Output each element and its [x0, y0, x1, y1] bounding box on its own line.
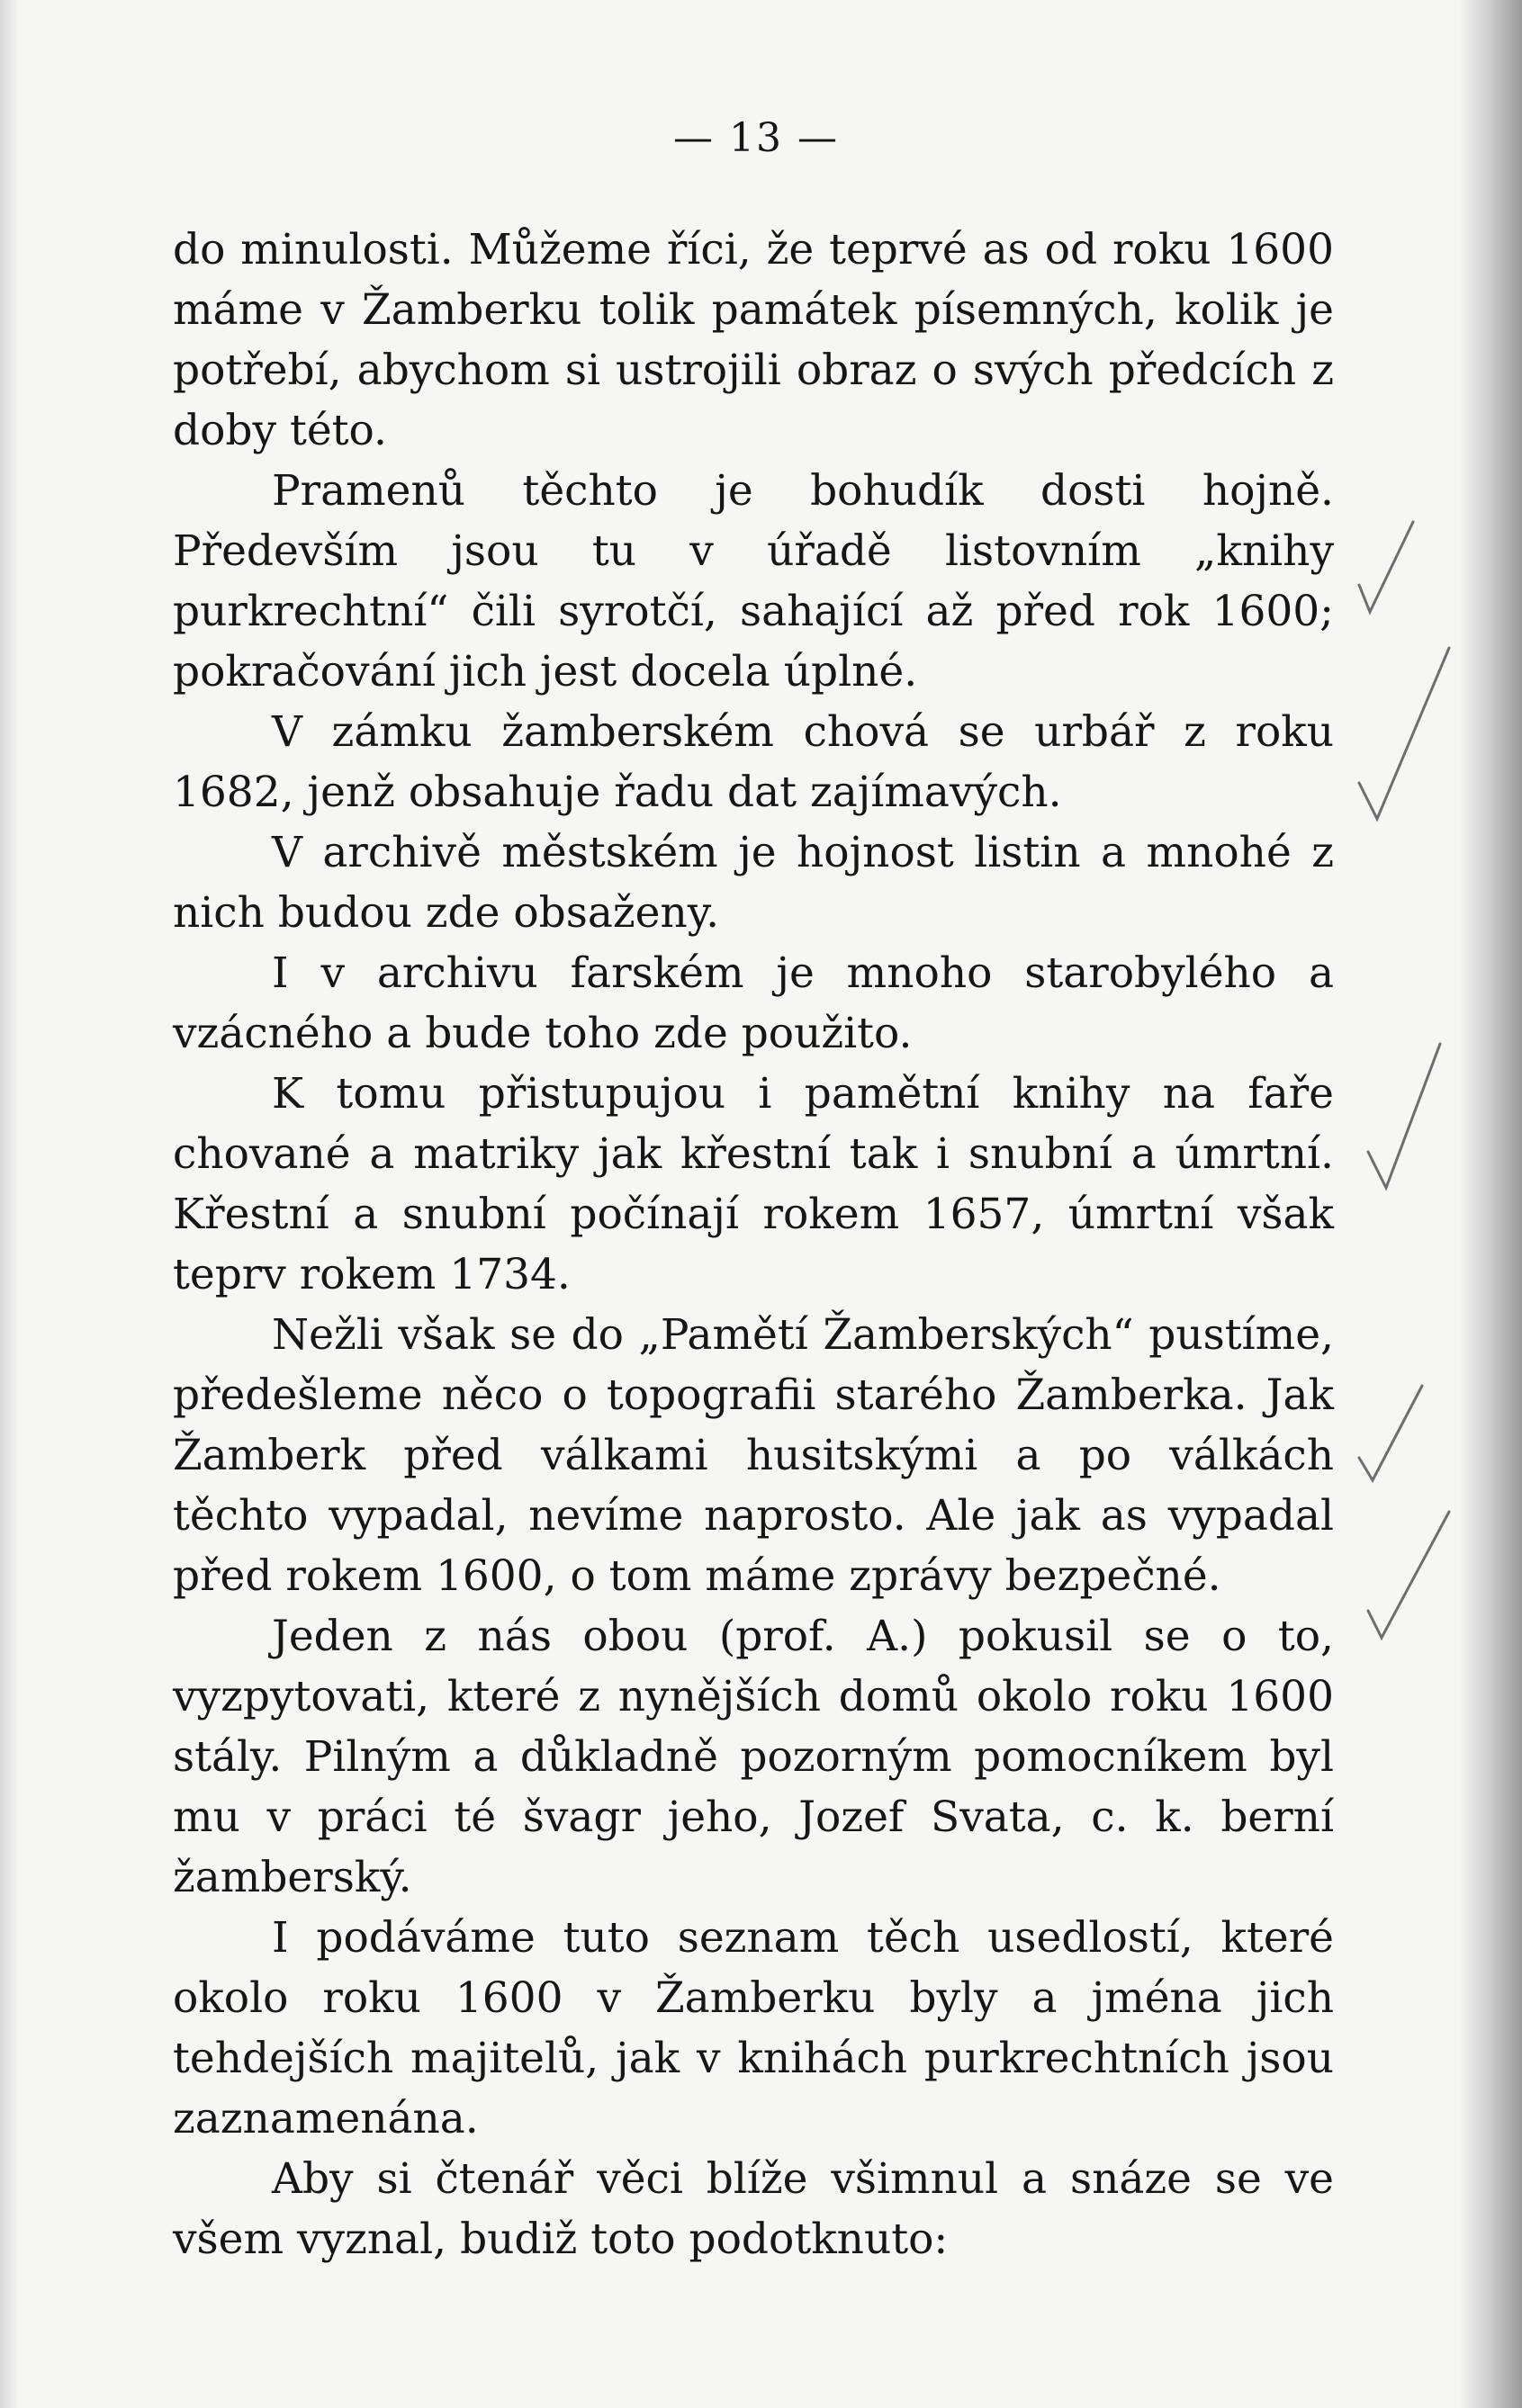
paragraph: do minulosti. Můžeme říci, že teprvé as od roku 1600 máme v Žamberku tolik památek písemných, kolik je potřebí, abychom si ustrojili obraz o svých předcích z doby této.	[173, 225, 1334, 455]
paragraph: K tomu přistupujou i pamětní knihy na faře chované a matriky jak křestní tak i snubní a úmrtní. Křestní a snubní počínají rokem 1657, úmrtní však teprv rokem 1734.	[173, 1069, 1334, 1299]
left-page-edge	[0, 0, 20, 2408]
paragraph: V archivě městském je hojnost listin a mnohé z nich budou zde obsaženy.	[173, 828, 1334, 938]
paragraph: Aby si čtenář věci blíže všimnul a snáze se ve všem vyznal, budiž toto podotknuto:	[173, 2154, 1334, 2264]
check-mark-icon	[1368, 1512, 1449, 1638]
check-mark-icon	[1359, 648, 1449, 819]
body-text	[173, 220, 1334, 2269]
check-mark-icon	[1359, 522, 1413, 612]
paragraph: V zámku žamberském chová se urbář z roku 1682, jenž obsahuje řadu dat zajímavých.	[173, 707, 1334, 817]
check-mark-icon	[1359, 1386, 1422, 1480]
paragraph: Nežli však se do „Pamětí Žamberských“ pustíme, předešleme něco o topografii starého Žamberka. Jak Žamberk před válkami husitskými a po válkách těchto vypadal, nevíme naprosto. Ale jak as vypadal před rokem 1600, o tom máme zprávy bezpečné.	[173, 1310, 1334, 1601]
paragraph: I podáváme tuto seznam těch usedlostí, které okolo roku 1600 v Žamberku byly a jména jich tehdejších majitelů, jak v knihách purkrechtních jsou zaznamenána.	[173, 1913, 1334, 2143]
paragraph: I v archivu farském je mnoho starobylého a vzácného a bude toho zde použito.	[173, 948, 1334, 1058]
page-number: — 13 —	[673, 115, 839, 161]
paragraph: Pramenů těchto je bohudík dosti hojně. Především jsou tu v úřadě listovním „knihy purkrechtní“ čili syrotčí, sahající až před rok 1600; pokračování jich jest docela úplné.	[173, 466, 1334, 696]
pencil-check-marks	[1341, 504, 1503, 1674]
paragraph: Jeden z nás obou (prof. A.) pokusil se o to, vyzpytovati, které z nynějších domů okolo roku 1600 stály. Pilným a důkladně pozorným pomocníkem byl mu v práci té švagr jeho, Jozef Svata, c. k. berní žamberský.	[173, 1612, 1334, 1902]
check-mark-icon	[1368, 1044, 1440, 1188]
